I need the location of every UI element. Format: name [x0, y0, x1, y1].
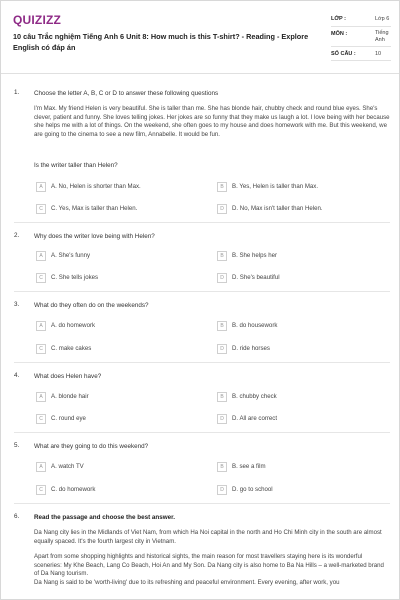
- option-c[interactable]: [36, 273, 186, 284]
- option-text: A. do homework: [51, 322, 96, 329]
- option-letter-box: B: [217, 321, 227, 331]
- option-text: C. make cakes: [51, 345, 92, 352]
- question-number: 4.: [14, 372, 20, 379]
- option-text: D. ride horses: [232, 345, 270, 352]
- header-divider: [1, 73, 400, 74]
- option-b[interactable]: [217, 462, 367, 473]
- option-text: B. She helps her: [232, 252, 278, 259]
- question-text: Is the writer taller than Helen?: [34, 162, 118, 169]
- question-divider: [14, 432, 390, 433]
- option-letter-box: A: [36, 392, 46, 402]
- option-letter-box: D: [217, 414, 227, 424]
- option-letter-box: D: [217, 485, 227, 495]
- option-c[interactable]: [36, 414, 186, 425]
- question-prompt: Why does the writer love being with Helen?: [34, 233, 155, 240]
- option-d[interactable]: [217, 273, 367, 284]
- question-number: 2.: [14, 232, 20, 239]
- option-a[interactable]: [36, 182, 186, 193]
- question-divider: [14, 503, 390, 504]
- question-number: 3.: [14, 301, 20, 308]
- question-divider: [14, 291, 390, 292]
- question-number: 5.: [14, 442, 20, 449]
- meta-subject: [331, 27, 391, 47]
- option-text: B. Yes, Helen is taller than Max.: [232, 183, 319, 190]
- option-letter-box: A: [36, 251, 46, 261]
- passage-paragraph: Da Nang is said to be 'worth-living' due to its refreshing and peaceful environment. Every evening, after work, you: [34, 579, 340, 586]
- question-prompt: What do they often do on the weekends?: [34, 302, 149, 309]
- option-text: B. chubby check: [232, 393, 277, 400]
- option-letter-box: B: [217, 392, 227, 402]
- option-text: C. Yes, Max is taller than Helen.: [51, 205, 138, 212]
- option-letter-box: D: [217, 344, 227, 354]
- option-text: B. see a film: [232, 463, 266, 470]
- meta-class: [331, 13, 391, 27]
- option-b[interactable]: [217, 392, 367, 403]
- option-a[interactable]: [36, 462, 186, 473]
- option-d[interactable]: [217, 204, 367, 215]
- question-prompt: Choose the letter A, B, C or D to answer these following questions: [34, 90, 219, 97]
- option-c[interactable]: [36, 344, 186, 355]
- class-value: Lớp 6: [375, 16, 390, 22]
- question-prompt: What does Helen have?: [34, 373, 102, 380]
- subject-label: MÔN :: [331, 31, 348, 37]
- option-letter-box: B: [217, 462, 227, 472]
- quizizz-logo[interactable]: QUIZIZZ: [13, 13, 62, 27]
- option-letter-box: C: [36, 204, 46, 214]
- option-text: D. No, Max isn't taller than Helen.: [232, 205, 323, 212]
- option-text: A. She's funny: [51, 252, 91, 259]
- option-text: C. round eye: [51, 415, 86, 422]
- option-b[interactable]: [217, 251, 367, 262]
- count-label: SỐ CÂU :: [331, 51, 356, 57]
- option-text: B. do housework: [232, 322, 278, 329]
- meta-panel: [331, 13, 391, 61]
- question-number: 1.: [14, 89, 20, 96]
- option-b[interactable]: [217, 182, 367, 193]
- option-text: A. watch TV: [51, 463, 84, 470]
- subject-value: Tiếng Anh: [375, 30, 389, 43]
- option-text: C. do homework: [51, 486, 96, 493]
- option-d[interactable]: [217, 485, 367, 496]
- option-letter-box: A: [36, 321, 46, 331]
- option-c[interactable]: [36, 204, 186, 215]
- option-letter-box: C: [36, 273, 46, 283]
- meta-count: [331, 47, 391, 61]
- option-c[interactable]: [36, 485, 186, 496]
- option-d[interactable]: [217, 414, 367, 425]
- option-text: D. go to school: [232, 486, 273, 493]
- option-text: A. blonde hair: [51, 393, 89, 400]
- question-divider: [14, 222, 390, 223]
- option-d[interactable]: [217, 344, 367, 355]
- question-number: 6.: [14, 513, 20, 520]
- option-letter-box: B: [217, 182, 227, 192]
- option-text: D. She's beautiful: [232, 274, 280, 281]
- passage-paragraph: Apart from some shopping highlights and historical sights, the main reason for most travellers staying here is its wonderful sceneries: My Khe Beach, Lang Co Beach, Hoi An and My Son. Da Nang city is also home to Ba Na Hills – a well-marketed brand of Da Nang tourism.: [34, 553, 384, 578]
- passage-paragraph: Da Nang city lies in the Midlands of Viet Nam, from which Ha Noi capital in the north and Ho Chi Minh city in the south are almost equally spaced. It's the fourth largest city in Vietnam.: [34, 529, 382, 545]
- option-text: C. She tells jokes: [51, 274, 99, 281]
- option-a[interactable]: [36, 321, 186, 332]
- reading-passage: I'm Max. My friend Helen is very beautiful. She is taller than me. She has blonde hair, chubby check and round blue eyes. She's clever, patient and funny. She loves telling jokes. Her jokes are so funny that they make us laugh a lot. I love being with her because she helps me with a lot of things. On the weekend, she often goes to my house and does homework with me. But this weekend, we are going to the cinema to see a new film, Annabelle. It would be fun.: [34, 105, 390, 139]
- option-letter-box: D: [217, 204, 227, 214]
- option-a[interactable]: [36, 392, 186, 403]
- page-title: 10 câu Trắc nghiệm Tiếng Anh 6 Unit 8: How much is this T-shirt? - Reading - Explore English có đáp án: [13, 32, 309, 52]
- option-letter-box: A: [36, 462, 46, 472]
- class-label: LỚP :: [331, 16, 346, 22]
- option-a[interactable]: [36, 251, 186, 262]
- option-letter-box: A: [36, 182, 46, 192]
- option-letter-box: C: [36, 485, 46, 495]
- option-letter-box: B: [217, 251, 227, 261]
- worksheet-header: [11, 9, 391, 71]
- question-prompt: What are they going to do this weekend?: [34, 443, 149, 450]
- question-prompt: Read the passage and choose the best answer.: [34, 514, 176, 521]
- option-letter-box: C: [36, 414, 46, 424]
- count-value: 10: [375, 51, 382, 57]
- option-letter-box: C: [36, 344, 46, 354]
- option-text: A. No, Helen is shorter than Max.: [51, 183, 141, 190]
- option-letter-box: D: [217, 273, 227, 283]
- question-divider: [14, 362, 390, 363]
- option-b[interactable]: [217, 321, 367, 332]
- option-text: D. All are correct: [232, 415, 278, 422]
